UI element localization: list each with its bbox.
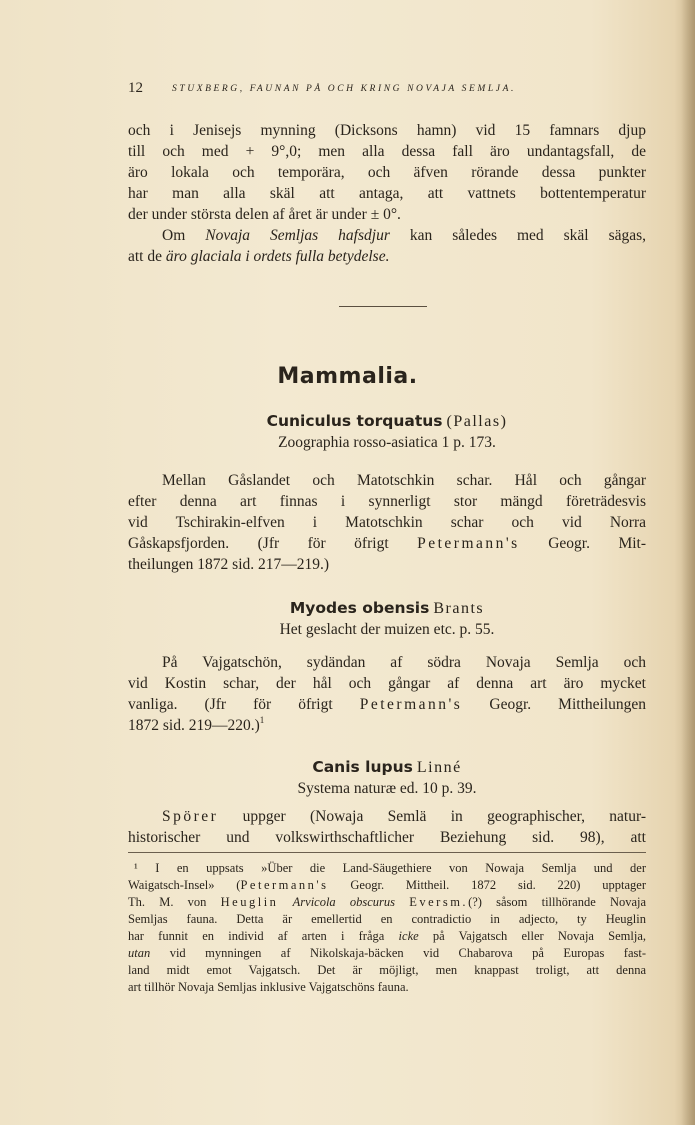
body-line bbox=[128, 715, 646, 736]
intro-italic-text: äro glaciala i ordets fulla betydelse. bbox=[165, 248, 390, 265]
footnote-marker: 1 bbox=[259, 715, 265, 725]
body-line: vid Kostin schar, der hål och gångar af denna art äro mycket bbox=[128, 675, 646, 692]
footnote-line: ¹ I en uppsats »Über die Land-Säugethiere von Nowaja Semlja und der bbox=[134, 861, 646, 875]
intro-line: har man alla skäl att antaga, att vattnets bottentemperatur bbox=[128, 185, 646, 202]
intro-line: äro lokala och temporära, och äfven rörande dessa punkter bbox=[128, 164, 646, 181]
intro-line: till och med + 9°,0; men alla dessa fall äro undantagsfall, de bbox=[128, 143, 646, 160]
footnote-text: Geogr. Mittheil. 1872 sid. 220) upptager bbox=[350, 878, 647, 892]
cuniculus-paragraph bbox=[128, 470, 646, 575]
body-text: Geogr. Mittheilungen bbox=[489, 696, 646, 713]
species-author: Brants bbox=[433, 600, 485, 617]
body-spaced-text: Petermann's bbox=[417, 535, 520, 552]
body-line: Mellan Gåslandet och Matotschkin schar. Hål och gångar bbox=[162, 472, 646, 489]
footnote-line: Semljas fauna. Detta är emellertid en contradictio in adjecto, ty Heuglin bbox=[128, 912, 646, 926]
species-reference: Zoographia rosso-asiatica 1 p. 173. bbox=[278, 434, 496, 451]
species-name: Canis lupus bbox=[312, 758, 413, 776]
canis-paragraph bbox=[128, 806, 646, 848]
species-name-line bbox=[128, 597, 646, 619]
running-head bbox=[128, 80, 588, 100]
footnote-text: Th. M. von bbox=[128, 895, 207, 909]
intro-text: att de bbox=[128, 248, 162, 265]
species-name-line bbox=[128, 756, 646, 778]
intro-paragraph bbox=[128, 120, 646, 267]
body-spaced-text: Spörer bbox=[162, 808, 219, 825]
body-line: efter denna art finnas i synnerligt stor mängd företrädesvis bbox=[128, 493, 646, 510]
body-line: historischer und volkswirthschaftlicher Beziehung sid. 98), att bbox=[128, 829, 646, 846]
species-reference: Het geslacht der muizen etc. p. 55. bbox=[279, 621, 495, 638]
running-head-title: STUXBERG, FAUNAN PÅ OCH KRING NOVAJA SEMLJA. bbox=[172, 84, 516, 94]
species-name-line bbox=[128, 410, 646, 432]
body-text: Geogr. Mit- bbox=[548, 535, 646, 552]
intro-line: der under största delen af året är under ± 0°. bbox=[128, 206, 401, 223]
body-line: theilungen 1872 sid. 217—219.) bbox=[128, 556, 330, 573]
body-line: vid Tschirakin-elfven i Matotschkin schar och vid Norra bbox=[128, 514, 646, 531]
species-reference: Systema naturæ ed. 10 p. 39. bbox=[297, 780, 477, 797]
body-line: På Vajgatschön, sydändan af södra Novaja Semlja och bbox=[162, 654, 646, 671]
body-text: uppger (Nowaja Semlä in geographischer, natur- bbox=[242, 808, 647, 825]
body-line bbox=[128, 806, 646, 827]
footnote-line bbox=[128, 928, 646, 945]
intro-text: kan således med skäl sägas, bbox=[409, 227, 647, 244]
footnote-spaced-text: Eversm. bbox=[409, 895, 469, 909]
intro-text: Om bbox=[162, 227, 186, 244]
footnote-spaced-text: Heuglin bbox=[220, 895, 279, 909]
footnote-line bbox=[128, 877, 646, 894]
species-heading bbox=[128, 410, 646, 453]
footnote-line: land midt emot Vajgatsch. Det är möjligt, men knappast troligt, att denna bbox=[128, 963, 646, 977]
species-heading bbox=[128, 597, 646, 640]
footnote-spaced-text: Petermann's bbox=[240, 878, 329, 892]
species-heading bbox=[128, 756, 646, 799]
section-title: Mammalia. bbox=[277, 364, 418, 389]
page-number: 12 bbox=[128, 80, 143, 96]
body-text: Gåskapsfjorden. (Jfr för öfrigt bbox=[128, 535, 389, 552]
body-line bbox=[128, 533, 646, 554]
footnote-text: vid mynningen af Nikolskaja-bäcken vid Chabarova på Europas fast- bbox=[169, 946, 646, 960]
section-divider bbox=[339, 306, 427, 307]
species-author: (Pallas) bbox=[446, 413, 508, 430]
species-name: Cuniculus torquatus bbox=[266, 412, 443, 430]
species-name: Myodes obensis bbox=[289, 599, 430, 617]
species-author: Linné bbox=[416, 759, 462, 776]
footnote bbox=[128, 860, 646, 996]
footnote-line bbox=[128, 945, 646, 962]
footnote-line bbox=[128, 894, 646, 911]
footnote-italic-text: utan bbox=[128, 946, 151, 960]
body-text: 1872 sid. 219—220.) bbox=[128, 717, 260, 734]
intro-line bbox=[128, 225, 646, 246]
intro-italic-text: Novaja Semljas hafsdjur bbox=[205, 227, 390, 244]
page-edge-shadow bbox=[681, 0, 695, 1125]
footnote-text: Waigatsch-Insel» ( bbox=[128, 878, 241, 892]
footnote-text: (?) såsom tillhörande Novaja bbox=[468, 895, 647, 909]
footnote-italic-text: Arvicola obscurus bbox=[292, 895, 396, 909]
intro-line bbox=[128, 246, 646, 267]
footnote-text: har funnit en individ af arten i fråga bbox=[128, 929, 385, 943]
intro-line: och i Jenisejs mynning (Dicksons hamn) vid 15 famnars djup bbox=[128, 122, 646, 139]
body-text: vanliga. (Jfr för öfrigt bbox=[128, 696, 333, 713]
footnote-text: på Vajgatsch eller Novaja Semlja, bbox=[432, 929, 647, 943]
body-spaced-text: Petermann's bbox=[359, 696, 463, 713]
footnote-line: art tillhör Novaja Semljas inklusive Vajgatschöns fauna. bbox=[128, 980, 409, 994]
myodes-paragraph bbox=[128, 652, 646, 736]
footnote-italic-text: icke bbox=[398, 929, 419, 943]
footnote-divider bbox=[128, 852, 646, 853]
body-line bbox=[128, 694, 646, 715]
